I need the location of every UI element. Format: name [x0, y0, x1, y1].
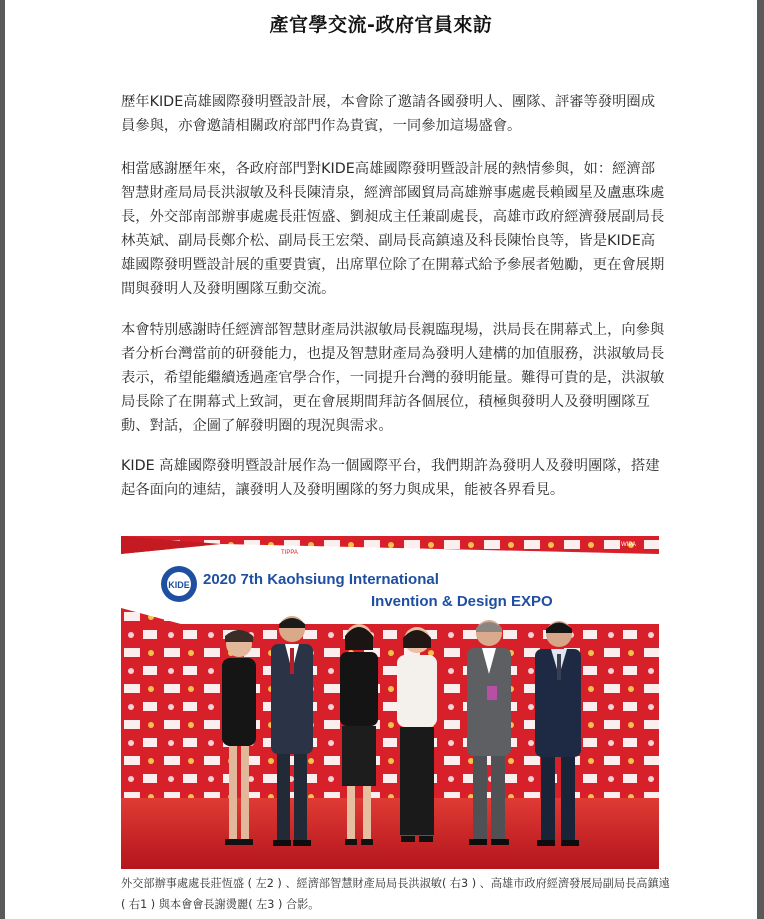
paragraph-1: 歷年KIDE高雄國際發明暨設計展，本會除了邀請各國發明人、團隊、評審等發明圈成員參與，亦會邀請相關政府部門作為貴賓，一同參加這場盛會。 — [121, 94, 656, 134]
banner-line-1: 2020 7th Kaohsiung International — [203, 571, 439, 588]
person-4 — [397, 627, 437, 842]
banner-line-2: Invention & Design EXPO — [371, 593, 553, 610]
backdrop-label-tippa: TIPPA — [281, 550, 298, 556]
document-page — [5, 0, 757, 919]
page-title: 產官學交流-政府官員來訪 — [269, 14, 493, 36]
photo-caption: 外交部辦事處處長莊恆盛 ( 左2 ) 、經濟部智慧財產局局長洪淑敏( 右3 ) 、高雄市政府經濟發展局副局長高鎮遠 ( 右1 ) 與本會會長謝燙麗( 左3 ) 合影。 — [121, 877, 670, 911]
red-carpet — [121, 798, 659, 869]
group-photo — [121, 536, 659, 869]
logo-text: KIDE — [168, 580, 190, 590]
paragraph-3: 本會特別感謝時任經濟部智慧財產局洪淑敏局長親臨現場，洪局長在開幕式上，向參與者分析台灣當前的研發能力，也提及智慧財產局為發明人建構的加值服務，洪淑敏局長表示，希望能繼續透過產官學合作，一同提升台灣的發明能量。難得可貴的是，洪淑敏局長除了在開幕式上致詞，更在會展期間拜訪各個展位，積極與發明人及發明團隊互動、對話，企圖了解發明圈的現況與需求。 — [121, 322, 665, 434]
paragraph-4: KIDE 高雄國際發明暨設計展作為一個國際平台，我們期許為發明人及發明團隊，搭建起各面向的連結，讓發明人及發明團隊的努力與成果，能被各界看見。 — [121, 458, 660, 498]
backdrop-label-wipa: WIPA — [621, 542, 636, 548]
photo-scene — [121, 536, 659, 869]
paragraph-2: 相當感謝歷年來，各政府部門對KIDE高雄國際發明暨設計展的熱情參與，如：經濟部智慧財產局局長洪淑敏及科長陳清泉，經濟部國貿局高雄辦事處處長賴國星及盧惠珠處長，外交部南部辦事處處長莊恆盛、劉昶成主任兼副處長，高雄市政府經濟發展副局長林英斌、副局長鄭介松、副局長王宏榮、副局長高鎮遠及科長陳怡良等，皆是KIDE高雄國際發明暨設計展的重要貴賓，出席單位除了在開幕式給予參展者勉勵，更在會展期間與發明人及發明團隊互動交流。 — [121, 161, 665, 297]
